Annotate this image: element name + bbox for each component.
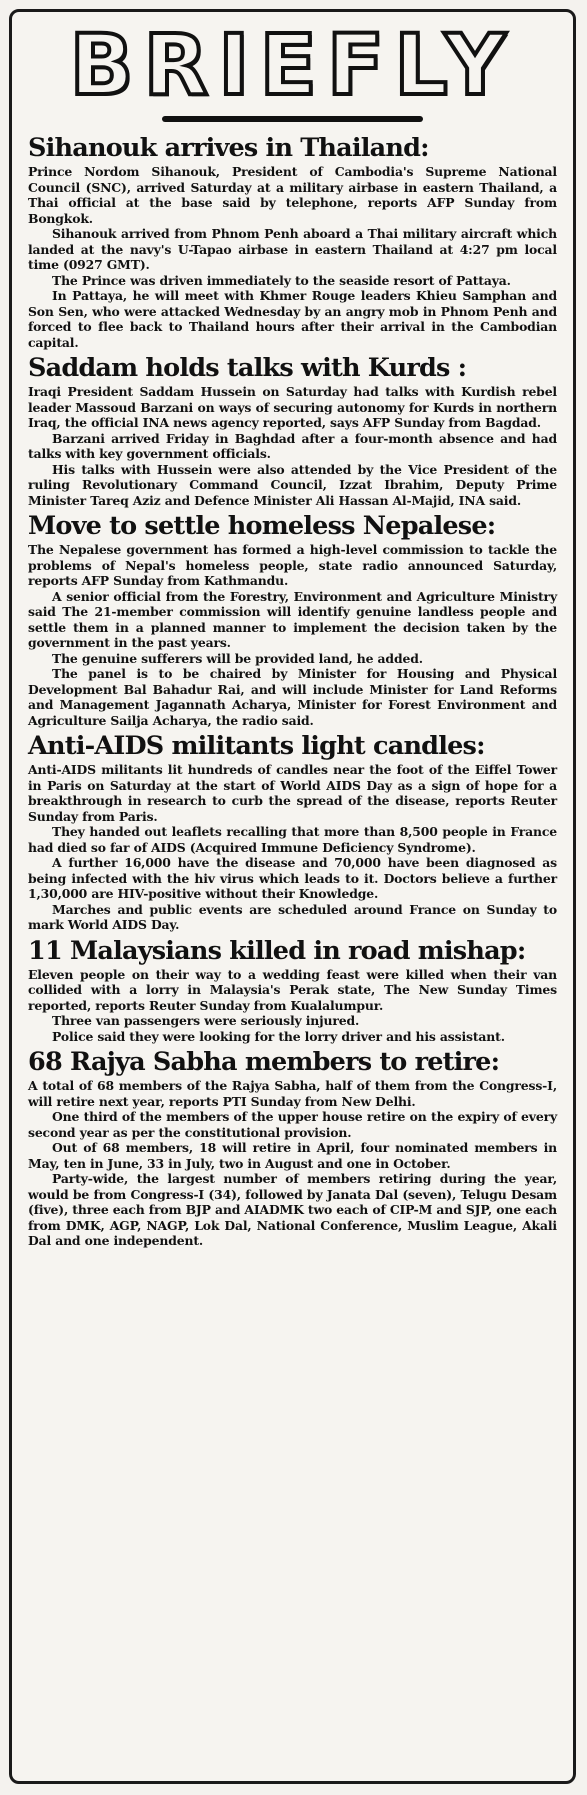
article-paragraph: A total of 68 members of the Rajya Sabha, half of them from the Congress-I, will retire next year, reports PTI Sunday from New Delhi.: [28, 1078, 557, 1109]
article-headline: Saddam holds talks with Kurds :: [28, 353, 467, 383]
article-paragraph: In Pattaya, he will meet with Khmer Rouge leaders Khieu Samphan and Son Sen, who were attacked Wednesday by an angry mob in Phnom Penh and forced to flee back to Thailand hours after their arrival in the Cambodian capital.: [28, 288, 557, 350]
article-paragraph: Marches and public events are scheduled around France on Sunday to mark World AIDS Day.: [28, 901, 557, 932]
article-paragraph: One third of the members of the upper house retire on the expiry of every second year as per the constitutional provision.: [28, 1109, 557, 1140]
article-paragraph: Party-wide, the largest number of members retiring during the year, would be from Congress-I (34), followed by Janata Dal (seven), Telugu Desam (five), three each from BJP and AIADMK two each of CIP-M and SJP, one each from DMK, AGP, NAGP, Lok Dal, National Conference, Muslim League, Akali Dal and one independent.: [28, 1171, 557, 1248]
article-paragraph: Police said they were looking for the lorry driver and his assistant.: [52, 1028, 505, 1044]
article: [12, 354, 573, 508]
article-paragraph: Anti-AIDS militants lit hundreds of candles near the foot of the Eiffel Tower in Paris on Saturday at the start of World AIDS Day as a sign of hope for a breakthrough in research to curb the spread of the disease, reports Reuter Sunday from Paris.: [28, 762, 557, 824]
article-paragraph: Eleven people on their way to a wedding feast were killed when their van collided with a lorry in Malaysia's Perak state, The New Sunday Times reported, reports Reuter Sunday from Kualalumpur.: [28, 966, 557, 1013]
masthead-rule: [162, 116, 423, 122]
article-paragraph: Three van passengers were seriously injured.: [52, 1013, 360, 1028]
clipping-frame: [9, 9, 576, 1784]
article-headline: Anti-AIDS militants light candles:: [28, 731, 485, 761]
article: [12, 1048, 573, 1249]
article-paragraph: The Nepalese government has formed a high-level commission to tackle the problems of Nepal's homeless people, state radio announced Saturday, reports AFP Sunday from Kathmandu.: [28, 542, 557, 588]
masthead-title: BRIEFLY: [69, 16, 516, 114]
article: [12, 732, 573, 933]
article-paragraph: Barzani arrived Friday in Baghdad after a four-month absence and had talks with key government officials.: [28, 430, 557, 461]
article-paragraph: The Prince was driven immediately to the seaside resort of Pattaya.: [52, 272, 511, 288]
article-paragraph: A senior official from the Forestry, Environment and Agriculture Ministry said The 21-member commission will identify genuine landless people and settle them in a planned manner to implement the decision taken by the government in the past years.: [28, 588, 557, 650]
article-paragraph: Out of 68 members, 18 will retire in April, four nominated members in May, ten in June, 33 in July, two in August and one in October.: [28, 1140, 557, 1171]
article-headline: Move to settle homeless Nepalese:: [28, 511, 496, 541]
article-paragraph: Iraqi President Saddam Hussein on Saturday had talks with Kurdish rebel leader Massoud Barzani on ways of securing autonomy for Kurds in northern Iraq, the official INA news agency reported, says AFP Sunday from Bagdad.: [28, 384, 557, 430]
article: [12, 134, 573, 350]
article-paragraph: Prince Nordom Sihanouk, President of Cambodia's Supreme National Council (SNC), arrived Saturday at a military airbase in eastern Thailand, a Thai official at the base said by telephone, reports AFP Sunday from Bongkok.: [28, 164, 557, 226]
article-paragraph: The genuine sufferers will be provided land, he added.: [52, 650, 423, 666]
article: [12, 512, 573, 728]
article-headline: 11 Malaysians killed in road mishap:: [28, 935, 526, 966]
article-paragraph: A further 16,000 have the disease and 70,000 have been diagnosed as being infected with the hiv virus which leads to it. Doctors believe a further 1,30,000 are HIV-positive without their Knowledge.: [28, 855, 557, 901]
article-headline: 68 Rajya Sabha members to retire:: [28, 1047, 500, 1077]
article-paragraph: They handed out leaflets recalling that more than 8,500 people in France had died so far of AIDS (Acquired Immune Deficiency Syndrome).: [28, 824, 557, 855]
masthead: [12, 12, 573, 130]
articles-column: [12, 134, 573, 1249]
article-paragraph: Sihanouk arrived from Phnom Penh aboard a Thai military aircraft which landed at the navy's U-Tapao airbase in eastern Thailand at 4:27 pm local time (0927 GMT).: [28, 226, 557, 272]
article-paragraph: The panel is to be chaired by Minister for Housing and Physical Development Bal Bahadur Rai, and will include Minister for Land Reforms and Management Jagannath Acharya, Minister for Forest Environment and Agriculture Sailja Acharya, the radio said.: [28, 666, 557, 728]
article-paragraph: His talks with Hussein were also attended by the Vice President of the ruling Revolutionary Command Council, Izzat Ibrahim, Deputy Prime Minister Tareq Aziz and Defence Minister Ali Hassan Al-Majid, INA said.: [28, 461, 557, 508]
article-headline: Sihanouk arrives in Thailand:: [28, 133, 429, 163]
article: [12, 937, 573, 1045]
